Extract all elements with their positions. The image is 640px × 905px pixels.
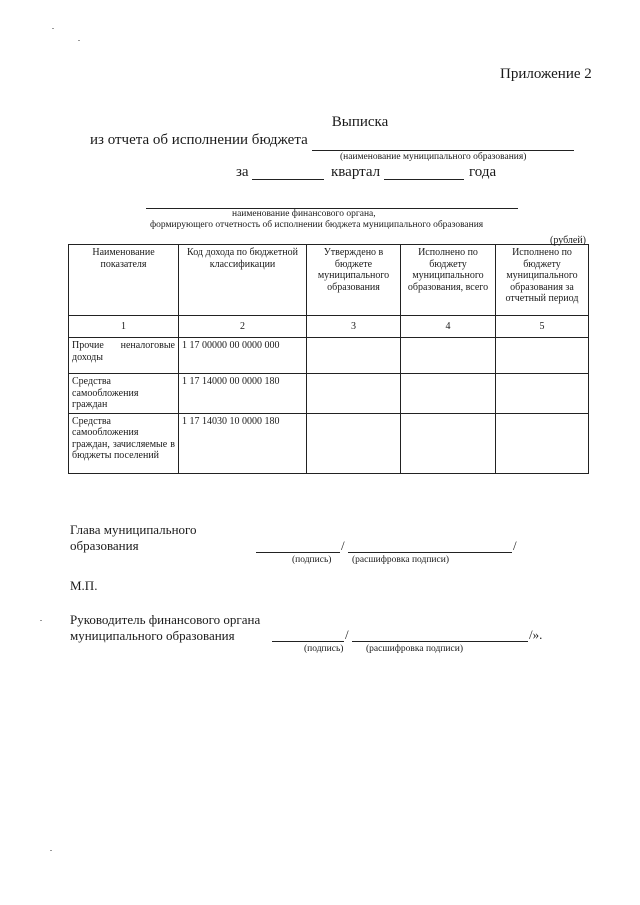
- executed-period: [496, 338, 589, 374]
- column-number: 2: [179, 316, 307, 338]
- executed-period: [496, 413, 589, 473]
- approved-amount: [307, 374, 401, 414]
- fin-decoding-line: [352, 641, 528, 642]
- head-signature-line: [256, 552, 340, 553]
- fin-end-slash: /».: [529, 627, 543, 642]
- period-suffix: года: [469, 164, 497, 180]
- fin-signature-caption: (подпись): [304, 644, 344, 654]
- table-row: [69, 374, 589, 414]
- stamp-place: М.П.: [70, 578, 98, 593]
- document-subtitle: из отчета об исполнении бюджета: [90, 132, 308, 148]
- column-number: 3: [307, 316, 401, 338]
- fin-signature-line: [272, 641, 344, 642]
- appendix-label: Приложение 2: [500, 66, 592, 82]
- table-row: [69, 413, 589, 473]
- income-code: 1 17 14030 10 0000 180: [179, 413, 307, 473]
- column-header: Исполнено по бюджету муниципального образования, всего: [401, 245, 496, 316]
- head-signature-caption: (подпись): [292, 555, 332, 565]
- income-code: 1 17 14000 00 0000 180: [179, 374, 307, 414]
- head-title-line1: Глава муниципального: [70, 522, 197, 537]
- head-decoding-caption: (расшифровка подписи): [352, 555, 449, 565]
- municipality-caption: (наименование муниципального образования): [340, 152, 527, 162]
- indicator-name: Средства самообложения граждан, зачисляемые в бюджеты поселений: [69, 413, 179, 473]
- indicator-name: Средства самообложения граждан: [69, 374, 179, 414]
- column-header: Утверждено в бюджете муниципального образования: [307, 245, 401, 316]
- municipality-name-line: [312, 150, 574, 151]
- column-number-row: [69, 316, 589, 338]
- head-title-line2: образования: [70, 538, 139, 553]
- column-header: Исполнено по бюджету муниципального образования за отчетный период: [496, 245, 589, 316]
- scan-speck: [52, 28, 54, 29]
- table-header-row: [69, 245, 589, 316]
- head-end-slash: /: [513, 538, 517, 553]
- approved-amount: [307, 338, 401, 374]
- fin-decoding-caption: (расшифровка подписи): [366, 644, 463, 654]
- head-decoding-line: [348, 552, 512, 553]
- head-separator: /: [341, 538, 345, 553]
- column-number: 1: [69, 316, 179, 338]
- quarter-blank-line: [252, 179, 324, 180]
- executed-total: [401, 413, 496, 473]
- column-number: 5: [496, 316, 589, 338]
- executed-total: [401, 338, 496, 374]
- executed-total: [401, 374, 496, 414]
- scan-speck: [78, 40, 80, 41]
- column-header: Код дохода по бюджетной классификации: [179, 245, 307, 316]
- org-caption-line1: наименование финансового органа,: [232, 209, 376, 219]
- year-blank-line: [384, 179, 464, 180]
- scan-speck: [40, 620, 42, 621]
- period-prefix: за: [236, 164, 249, 180]
- column-header: Наименование показателя: [69, 245, 179, 316]
- approved-amount: [307, 413, 401, 473]
- org-caption-line2: формирующего отчетность об исполнении бюджета муниципального образования: [150, 220, 484, 230]
- table-row: [69, 338, 589, 374]
- income-code: 1 17 00000 00 0000 000: [179, 338, 307, 374]
- fin-head-title-line1: Руководитель финансового органа: [70, 612, 261, 627]
- document-title: Выписка: [331, 114, 389, 130]
- period-middle: квартал: [331, 164, 381, 180]
- budget-extract-table: [68, 244, 589, 474]
- indicator-name: Прочие неналоговые доходы: [69, 338, 179, 374]
- column-number: 4: [401, 316, 496, 338]
- fin-separator: /: [345, 627, 349, 642]
- fin-head-title-line2: муниципального образования: [70, 628, 235, 643]
- scan-speck: [50, 850, 52, 851]
- units-label: (рублей): [550, 235, 587, 246]
- executed-period: [496, 374, 589, 414]
